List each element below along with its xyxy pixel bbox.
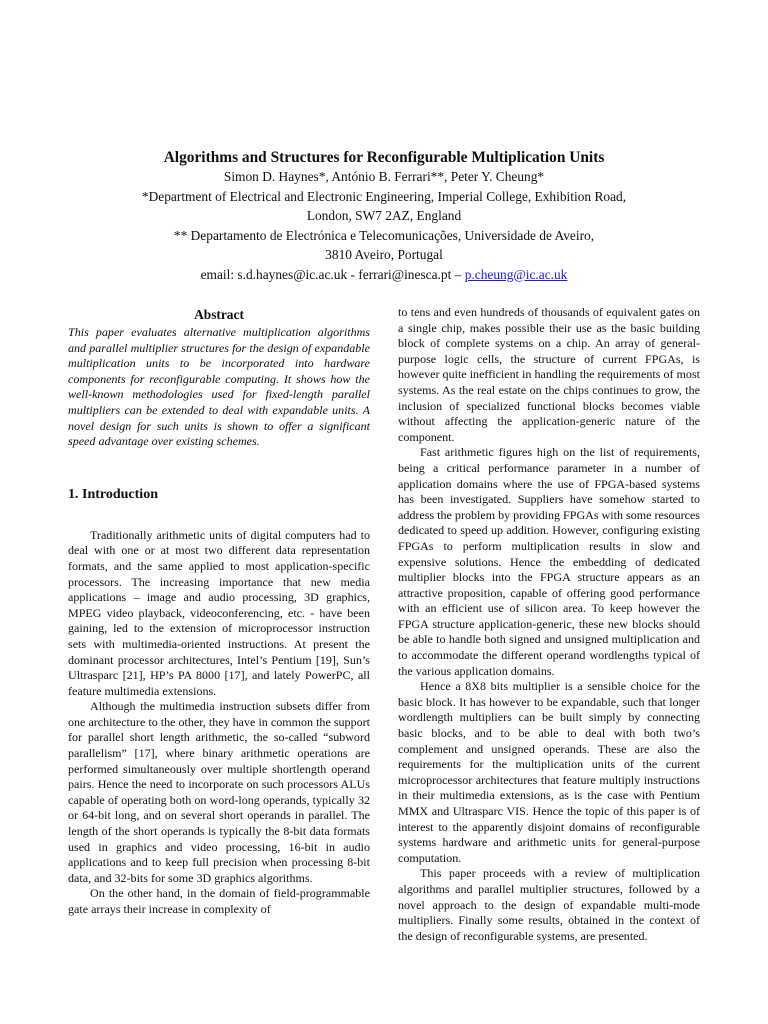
abstract-heading: Abstract xyxy=(194,307,244,322)
intro-paragraph-continued: to tens and even hundreds of thousands of equivalent gates on a single chip, makes possible their use as the basic building block of complete systems on a chip. An array of general-purpose logic cells, the structure of current FPGAs, is however quite inefficient in handling the requirements of most systems. As the real estate on the chips continues to grow, the inclusion of specialized functional blocks becomes viable without affecting the application-generic nature of the component. xyxy=(398,305,700,444)
section-heading-introduction: 1. Introduction xyxy=(68,486,158,502)
email-link[interactable]: p.cheung@ic.ac.uk xyxy=(464,266,568,282)
author-block xyxy=(0,167,768,284)
email-text: email: s.d.haynes@ic.ac.uk - ferrari@inesca.pt – xyxy=(200,266,465,282)
abstract-text: This paper evaluates alternative multiplication algorithms and parallel multiplier structures for the design of expandable multiplication units to be incorporated into hardware components for reconfigurable computing. It shows how the well-known methodologies used for fixed-length parallel multipliers can be extended to deal with expandable units. A novel design for such units is shown to offer a significant speed advantage over existing schemes. xyxy=(68,325,370,449)
intro-paragraph: Hence a 8X8 bits multiplier is a sensible choice for the basic block. It has however to be expandable, such that longer wordlength multipliers can be built simply by connecting basic blocks, and to be able to deal with both two’s complement and unsigned operands. These are also the requirements for the multiplication units of the current microprocessor architectures that feature multiply instructions in their multimedia extensions, as is the case with Pentium MMX and Ultrasparc VIS. Hence the topic of this paper is of interest to the apparently disjoint domains of reconfigurable systems hardware and arithmetic units for general-purpose computation. xyxy=(398,679,700,865)
intro-paragraph: Fast arithmetic figures high on the list of requirements, being a critical performance parameter in a number of application domains where the use of FPGA-based systems has been investigated. Suppliers have somehow started to address the problem by providing FPGAs with some resources dedicated to speed up addition. However, configuring existing FPGAs to perform multiplication results in slow and expensive solutions. Hence the embedding of dedicated multiplier blocks into the FPGA structure appears as an attractive proposition, capable of offering good performance with an efficient use of silicon area. To keep however the FPGA structure application-generic, these new blocks should be able to handle both signed and unsigned multiplication and to accommodate the different operand wordlengths typical of the various application domains. xyxy=(398,445,700,678)
intro-paragraph: Traditionally arithmetic units of digital computers had to deal with one or at most two different data representation formats, and the same applied to most application-specific processors. The increasing importance that new media applications – image and audio processing, 3D graphics, MPEG video playback, videoconferencing, etc. - have been gaining, led to the extension of microprocessor instruction sets with multimedia-oriented instructions. At present the dominant processor architectures, Intel’s Pentium [19], Sun’s Ultrasparc [21], HP’s PA 8000 [17], and lately PowerPC, all feature multimedia extensions. xyxy=(68,527,370,698)
intro-paragraph: Although the multimedia instruction subsets differ from one architecture to the other, they have in common the support for parallel short length arithmetic, the so-called “subword parallelism” [17], where binary arithmetic operations are performed simultaneously over multiple shortlength operand pairs. Hence the need to incorporate on such processors ALUs capable of operating both on word-long operands, typically 32 or 64-bit long, and on several short operands in parallel. The length of the short operands is typically the 8-bit data formats used in graphics and video processing, 16-bit in audio applications and to keep full precision when processing 8-bit data, and 32-bits for some 3D graphics algorithms. xyxy=(68,699,370,885)
affiliation-1-line-2: London, SW7 2AZ, England xyxy=(306,208,462,223)
right-column xyxy=(398,305,700,944)
email-line xyxy=(0,265,768,285)
intro-paragraph: This paper proceeds with a review of multiplication algorithms and parallel multiplier structures, followed by a novel approach to the design of expandable multi-mode multipliers. Finally some results, obtained in the context of the design of reconfigurable systems, are presented. xyxy=(398,866,700,943)
left-column xyxy=(68,305,370,918)
affiliation-2-line-1: ** Departamento de Electrónica e Telecomunicações, Universidade de Aveiro, xyxy=(173,227,595,243)
affiliation-1-line-1: *Department of Electrical and Electronic Engineering, Imperial College, Exhibition Road, xyxy=(141,188,627,204)
affiliation-2-line-2: 3810 Aveiro, Portugal xyxy=(325,247,443,262)
paper-title: Algorithms and Structures for Reconfigurable Multiplication Units xyxy=(163,149,605,166)
intro-paragraph: On the other hand, in the domain of field-programmable gate arrays their increase in complexity of xyxy=(68,886,370,916)
authors: Simon D. Haynes*, António B. Ferrari**, Peter Y. Cheung* xyxy=(223,169,545,184)
